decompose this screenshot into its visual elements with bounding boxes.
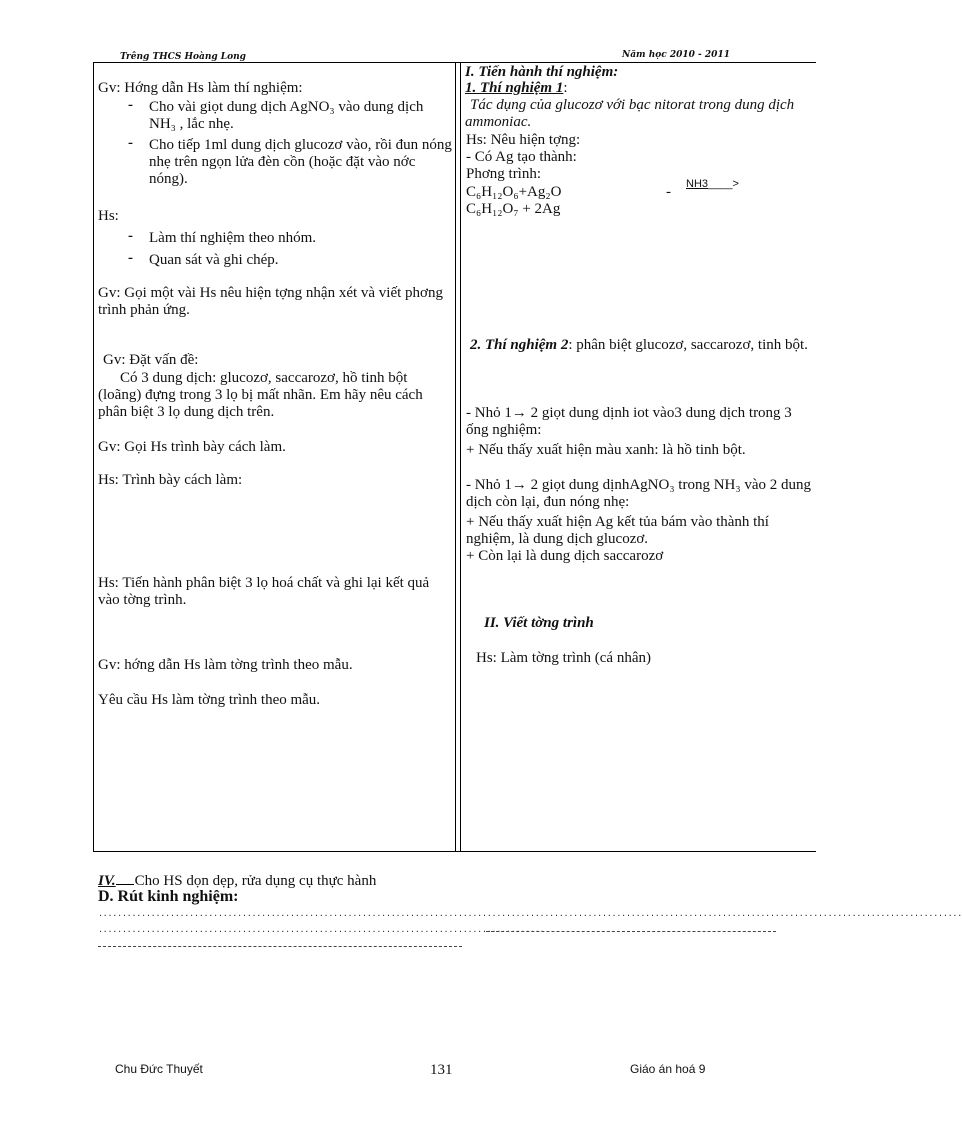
notes-line-2a: ............................................................................................. [98, 926, 545, 935]
notes-line-1: .................................................................................................................................................................................... [98, 910, 962, 919]
equation-dash: - [666, 184, 671, 200]
guide-item: - Cho tiếp 1ml dung dịch glucozơ vào, rồi đun nóng nhẹ trên ngọn lửa đèn cồn (hoặc đặt vào nớc nóng). [118, 137, 453, 188]
section-2-title: II. Viết tờng trình [484, 615, 594, 631]
left-guide-title: Gv: Hớng dẫn Hs làm thí nghiệm: [98, 80, 303, 96]
exp2-title: 2. Thí nghiệm 2 [470, 337, 569, 353]
hs-do: Hs: Tiến hành phân biệt 3 lọ hoá chất và ghi lại kết quả vào tờng trình. [98, 575, 430, 608]
gv-problem: Gv: Đặt vấn đề: [103, 352, 199, 368]
step-3: + Còn lại là dung dịch saccarozơ [466, 548, 664, 564]
footer-author: Chu Đức Thuyết [115, 1062, 203, 1076]
header-year: Năm học 2010 - 2011 [622, 50, 730, 60]
header-school: Trêng THCS Hoàng Long [120, 52, 246, 62]
hs-observe: Hs: Nêu hiện tợng: [466, 132, 581, 148]
equation-arrow [686, 178, 739, 190]
gv-guide: Gv: hớng dẫn Hs làm tờng trình theo mẫu. [98, 657, 353, 673]
problem-text: Có 3 dung dịch: glucozơ, saccarozơ, hồ tinh bột (loãng) đựng trong 3 lọ bị mất nhãn. Em hãy nêu cách phân biệt 3 lọ dung dịch trên. [98, 370, 423, 420]
step-1: - Nhỏ 1→ 2 giọt dung dịnh iot vào3 dung dịch trong 3 ống nghiệm: [466, 405, 792, 438]
hs-present: Hs: Trình bày cách làm: [98, 472, 243, 488]
table-left-border [93, 62, 94, 852]
iv-label: IV. [98, 873, 116, 889]
notes-line-2b [486, 931, 776, 932]
hs-label: Hs: [98, 208, 119, 224]
d-colon: : [233, 888, 239, 905]
d-line [98, 888, 238, 906]
notes-line-3 [98, 946, 462, 947]
hs-item: - Làm thí nghiệm theo nhóm. [118, 230, 453, 247]
observation-1: - Có Ag tạo thành: [466, 149, 577, 165]
table-bottom-border [93, 851, 816, 852]
exp1-title: 1. Thí nghiệm 1 [465, 80, 564, 96]
step-2: - Nhỏ 1→ 2 giọt dung dịnhAgNO₃ trong NH₃ vào 2 dung dịch còn lại, đun nóng nhẹ: [466, 477, 812, 510]
d-title: D. Rút kinh nghiệm [98, 888, 234, 905]
column-divider [455, 62, 456, 852]
exp2-desc: : phân biệt glucozơ, saccarozơ, tinh bột. [568, 337, 808, 353]
guide-item: - Cho vài giọt dung dịch AgNO₃ vào dung dịch NH₃ , lắc nhẹ. [118, 99, 453, 133]
section-1-title: I. Tiến hành thí nghiệm: [465, 64, 619, 80]
require-text: Yêu cầu Hs làm tờng trình theo mẫu. [98, 692, 321, 708]
exp1-heading [465, 80, 568, 97]
hs-report: Hs: Làm tờng trình (cá nhân) [476, 650, 651, 666]
hs-list [118, 230, 453, 269]
step-1-result: + Nếu thấy xuất hiện màu xanh: là hồ tinh bột. [466, 442, 746, 458]
hs-item: - Quan sát và ghi chép. [118, 252, 453, 269]
exp1-desc: Tác dụng của glucozơ với bạc nitorat trong dung dịch ammoniac. [465, 97, 795, 130]
equation-left: C₆H₁₂O₆+Ag₂O [466, 184, 562, 200]
column-divider-2 [460, 62, 461, 852]
gv-present: Gv: Gọi Hs trình bày cách làm. [98, 439, 286, 455]
footer-page-number: 131 [430, 1062, 453, 1078]
gv-call: Gv: Gọi một vài Hs nêu hiện tợng nhận xét và viết phơng trình phản ứng. [98, 285, 443, 318]
step-2-result: + Nếu thấy xuất hiện Ag kết tủa bám vào thành thí nghiệm, là dung dịch glucozơ. [466, 514, 769, 547]
footer-subject: Giáo án hoá 9 [630, 1062, 706, 1076]
guide-list [118, 99, 453, 188]
equation-condition: NH3 [686, 178, 709, 190]
exp2-block [470, 337, 810, 354]
iv-underline [116, 884, 134, 885]
reaction-arrow-icon: ____> [708, 178, 739, 190]
iv-text: Cho HS dọn dẹp, rửa dụng cụ thực hành [134, 873, 377, 889]
equation-right: C₆H₁₂O₇ + 2Ag [466, 201, 561, 217]
equation-label: Phơng trình: [466, 166, 542, 182]
exp1-colon: : [563, 80, 568, 96]
